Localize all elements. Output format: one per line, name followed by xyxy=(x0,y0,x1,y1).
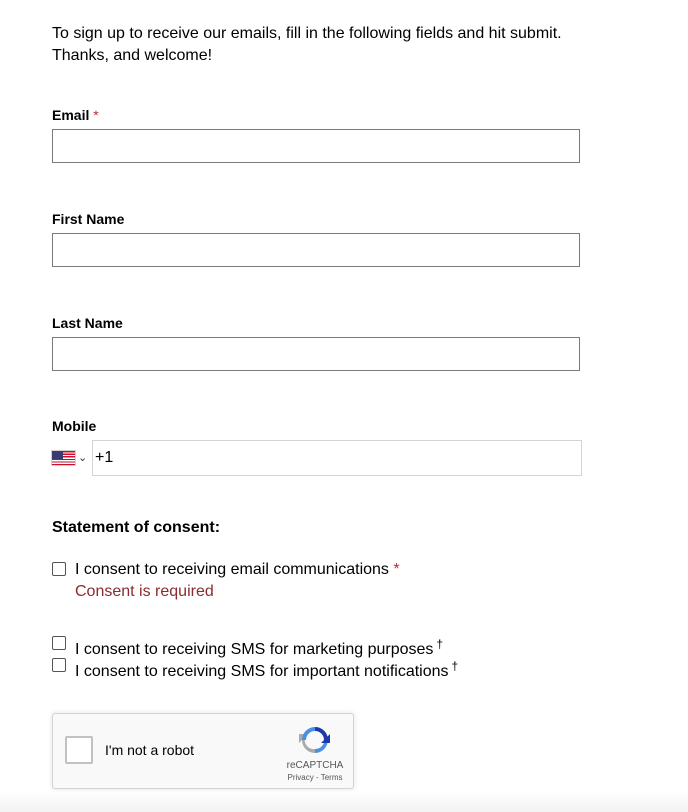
consent-sms-notifications-text: I consent to receiving SMS for important notifications xyxy=(75,663,449,680)
consent-sms-notifications-checkbox[interactable] xyxy=(52,658,66,672)
consent-email-text: I consent to receiving email communications xyxy=(75,561,389,578)
mobile-row xyxy=(50,440,582,476)
first-name-field[interactable] xyxy=(53,234,579,266)
email-label xyxy=(52,106,99,124)
consent-sms-notifications-label xyxy=(75,656,458,682)
intro-text xyxy=(52,23,612,67)
recaptcha-brand: reCAPTCHA xyxy=(286,760,344,771)
recaptcha-logo-icon xyxy=(299,724,331,756)
recaptcha-privacy-link[interactable]: Privacy xyxy=(287,773,314,782)
us-flag-icon[interactable] xyxy=(51,450,76,466)
first-name-field-box xyxy=(52,233,580,267)
consent-sms-marketing-checkbox[interactable] xyxy=(52,636,66,650)
intro-line-1: To sign up to receive our emails, fill in the following fields and hit submit. xyxy=(52,25,562,42)
required-mark: * xyxy=(393,561,400,578)
required-mark: * xyxy=(93,107,99,123)
recaptcha-terms-link[interactable]: Terms xyxy=(320,773,343,782)
consent-heading: Statement of consent: xyxy=(52,519,221,536)
page-bottom-edge xyxy=(0,792,688,812)
recaptcha-label: I'm not a robot xyxy=(105,742,195,758)
email-field[interactable] xyxy=(53,130,579,162)
recaptcha-widget xyxy=(52,713,354,789)
intro-line-2: Thanks, and welcome! xyxy=(52,47,213,64)
consent-email-label xyxy=(75,560,400,580)
recaptcha-checkbox[interactable] xyxy=(65,736,93,764)
recaptcha-links xyxy=(273,773,357,782)
mobile-label: Mobile xyxy=(52,418,97,434)
consent-email-checkbox[interactable] xyxy=(52,562,66,576)
last-name-label: Last Name xyxy=(52,315,123,331)
email-field-box xyxy=(52,129,580,163)
recaptcha-link-separator: - xyxy=(313,773,321,782)
last-name-field-box xyxy=(52,337,580,371)
email-label-text: Email xyxy=(52,107,90,123)
flag-canton xyxy=(52,451,63,459)
first-name-label: First Name xyxy=(52,211,125,227)
dagger-mark: † xyxy=(436,637,444,651)
chevron-down-icon[interactable]: ⌄ xyxy=(78,452,88,464)
last-name-field[interactable] xyxy=(53,338,579,370)
mobile-field-box xyxy=(92,440,582,476)
dagger-mark: † xyxy=(451,659,459,673)
mobile-field[interactable] xyxy=(93,441,581,475)
consent-sms-marketing-text: I consent to receiving SMS for marketing purposes xyxy=(75,641,434,658)
consent-error-message: Consent is required xyxy=(75,583,214,600)
